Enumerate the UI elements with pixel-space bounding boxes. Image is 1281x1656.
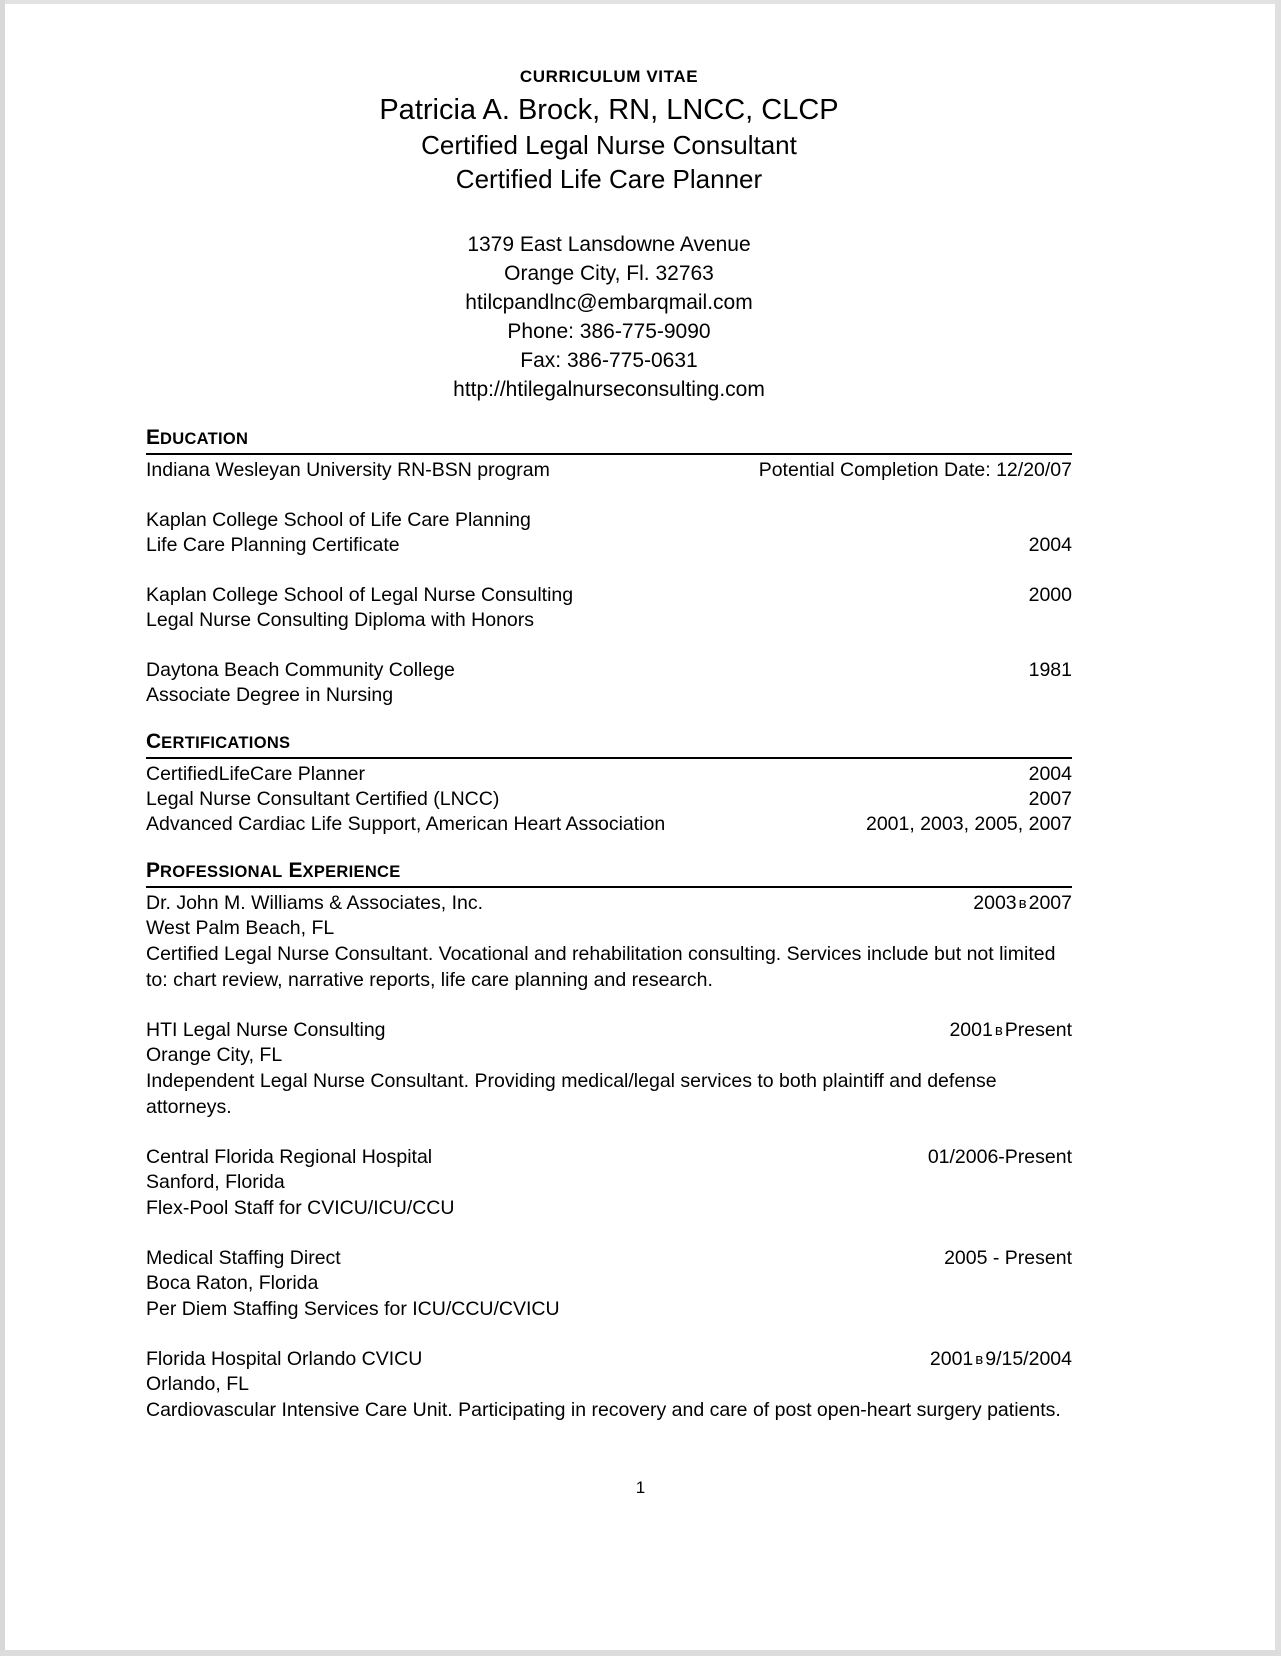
- education-date: Potential Completion Date: 12/20/07: [758, 459, 1072, 481]
- certification-date: 2001, 2003, 2005, 2007: [865, 813, 1072, 835]
- education-date: 2000: [1028, 584, 1072, 606]
- education-entry: [146, 658, 1072, 683]
- certification-name: Advanced Cardiac Life Support, American Heart Association: [146, 813, 666, 835]
- experience-employer: Florida Hospital Orlando CVICU: [146, 1348, 423, 1370]
- page-number: 1: [635, 1478, 646, 1497]
- experience-description: Flex-Pool Staff for CVICU/ICU/CCU: [146, 1197, 455, 1219]
- experience-date-start: 2001: [949, 1019, 993, 1041]
- experience-description: Certified Legal Nurse Consultant. Vocational and rehabilitation consulting. Services include but not limited to: chart review, narrative reports, life care planning and research.: [146, 943, 1056, 991]
- education-institution: Kaplan College School of Life Care Planning: [146, 509, 531, 531]
- spacer: [146, 993, 1072, 1018]
- experience-employer: Central Florida Regional Hospital: [146, 1146, 433, 1168]
- education-section: [146, 426, 1072, 708]
- experience-date: 01/2006-Present: [927, 1146, 1072, 1168]
- experience-entry: [146, 891, 1072, 916]
- certifications-heading-rest: ERTIFICATIONS: [161, 734, 291, 752]
- experience-heading-rest-b: XPERIENCE: [302, 863, 401, 881]
- experience-entry: [146, 1018, 1072, 1043]
- experience-location: Sanford, Florida: [146, 1171, 285, 1193]
- certification-date: 2004: [1028, 763, 1072, 785]
- education-institution: Daytona Beach Community College: [146, 659, 455, 681]
- experience-employer: Dr. John M. Williams & Associates, Inc.: [146, 892, 484, 914]
- experience-description: Per Diem Staffing Services for ICU/CCU/CVICU: [146, 1298, 560, 1320]
- experience-entry: [146, 1246, 1072, 1271]
- experience-location: Orange City, FL: [146, 1044, 283, 1066]
- education-entry: [146, 533, 1072, 558]
- contact-website: http://htilegalnurseconsulting.com: [453, 378, 765, 401]
- certifications-heading-initial: C: [146, 730, 162, 753]
- education-institution: Indiana Wesleyan University RN-BSN program: [146, 459, 550, 481]
- date-separator-glyph: ʙ: [1018, 895, 1027, 912]
- experience-entry: [146, 1145, 1072, 1170]
- education-entry: [146, 583, 1072, 608]
- education-institution: Kaplan College School of Legal Nurse Consulting: [146, 584, 574, 606]
- date-separator-glyph: ʙ: [975, 1351, 984, 1368]
- education-heading-rest: DUCATION: [160, 430, 249, 448]
- experience-location: Orlando, FL: [146, 1373, 249, 1395]
- certification-row: [146, 787, 1072, 812]
- experience-date: 2005 - Present: [944, 1247, 1072, 1269]
- education-heading-initial: E: [146, 426, 161, 449]
- education-detail: Life Care Planning Certificate: [146, 534, 400, 556]
- spacer: [146, 1221, 1072, 1246]
- scan-edge-right: [1275, 0, 1281, 1656]
- experience-date-start: 2001: [929, 1348, 974, 1370]
- spacer: [146, 483, 1072, 508]
- professional-experience-section: [146, 859, 1072, 1423]
- spacer: [146, 1120, 1072, 1145]
- contact-email: htilcpandlnc@embarqmail.com: [465, 291, 753, 314]
- candidate-title-2: Certified Life Care Planner: [455, 164, 763, 194]
- document-content: [146, 0, 1072, 1423]
- certification-row: [146, 812, 1072, 837]
- spacer: [146, 633, 1072, 658]
- experience-date-end: Present: [1004, 1019, 1072, 1041]
- education-entry: [146, 458, 1072, 483]
- candidate-name: Patricia A. Brock, RN, LNCC, CLCP: [379, 94, 839, 126]
- certifications-heading: [146, 730, 1072, 759]
- curriculum-vitae-label: CURRICULUM VITAE: [519, 67, 699, 86]
- certification-name: CertifiedLifeCare Planner: [146, 763, 365, 785]
- experience-description: Cardiovascular Intensive Care Unit. Participating in recovery and care of post open-heart surgery patients.: [146, 1399, 1061, 1421]
- certification-name: Legal Nurse Consultant Certified (LNCC): [146, 788, 500, 810]
- date-separator-glyph: ʙ: [994, 1022, 1003, 1039]
- contact-phone: Phone: 386-775-9090: [507, 320, 711, 343]
- experience-date-end: 9/15/2004: [985, 1348, 1072, 1370]
- professional-experience-heading: [146, 859, 1072, 888]
- experience-description: Independent Legal Nurse Consultant. Providing medical/legal services to both plaintiff and defense attorneys.: [146, 1070, 997, 1118]
- experience-location: Boca Raton, Florida: [146, 1272, 319, 1294]
- education-date: 2004: [1028, 534, 1072, 556]
- spacer: [146, 558, 1072, 583]
- education-heading: [146, 426, 1072, 455]
- experience-employer: HTI Legal Nurse Consulting: [146, 1019, 386, 1041]
- contact-street: 1379 East Lansdowne Avenue: [467, 233, 751, 256]
- candidate-title-1: Certified Legal Nurse Consultant: [421, 130, 797, 160]
- contact-fax: Fax: 386-775-0631: [520, 349, 698, 372]
- contact-city-state-zip: Orange City, Fl. 32763: [504, 262, 714, 285]
- experience-heading-rest-a: ROFESSIONAL: [160, 863, 283, 881]
- certification-date: 2007: [1028, 788, 1072, 810]
- experience-date-end: 2007: [1028, 892, 1072, 914]
- education-detail: Legal Nurse Consulting Diploma with Honors: [146, 609, 535, 631]
- experience-location: West Palm Beach, FL: [146, 917, 335, 939]
- education-detail: Associate Degree in Nursing: [146, 684, 394, 706]
- experience-heading-initial-b: E: [288, 859, 303, 882]
- experience-date-start: 2003: [973, 892, 1017, 914]
- education-date: 1981: [1028, 659, 1072, 681]
- spacer: [146, 1322, 1072, 1347]
- scan-edge-bottom: [0, 1650, 1281, 1656]
- certification-row: [146, 762, 1072, 787]
- experience-entry: [146, 1347, 1072, 1372]
- scan-edge-left: [0, 0, 5, 1656]
- experience-date: [916, 1347, 1072, 1372]
- certifications-section: [146, 730, 1072, 837]
- experience-date: [935, 1018, 1072, 1043]
- experience-date: [959, 891, 1072, 916]
- experience-heading-initial-a: P: [146, 859, 161, 882]
- experience-employer: Medical Staffing Direct: [146, 1247, 341, 1269]
- contact-block: [146, 230, 1072, 404]
